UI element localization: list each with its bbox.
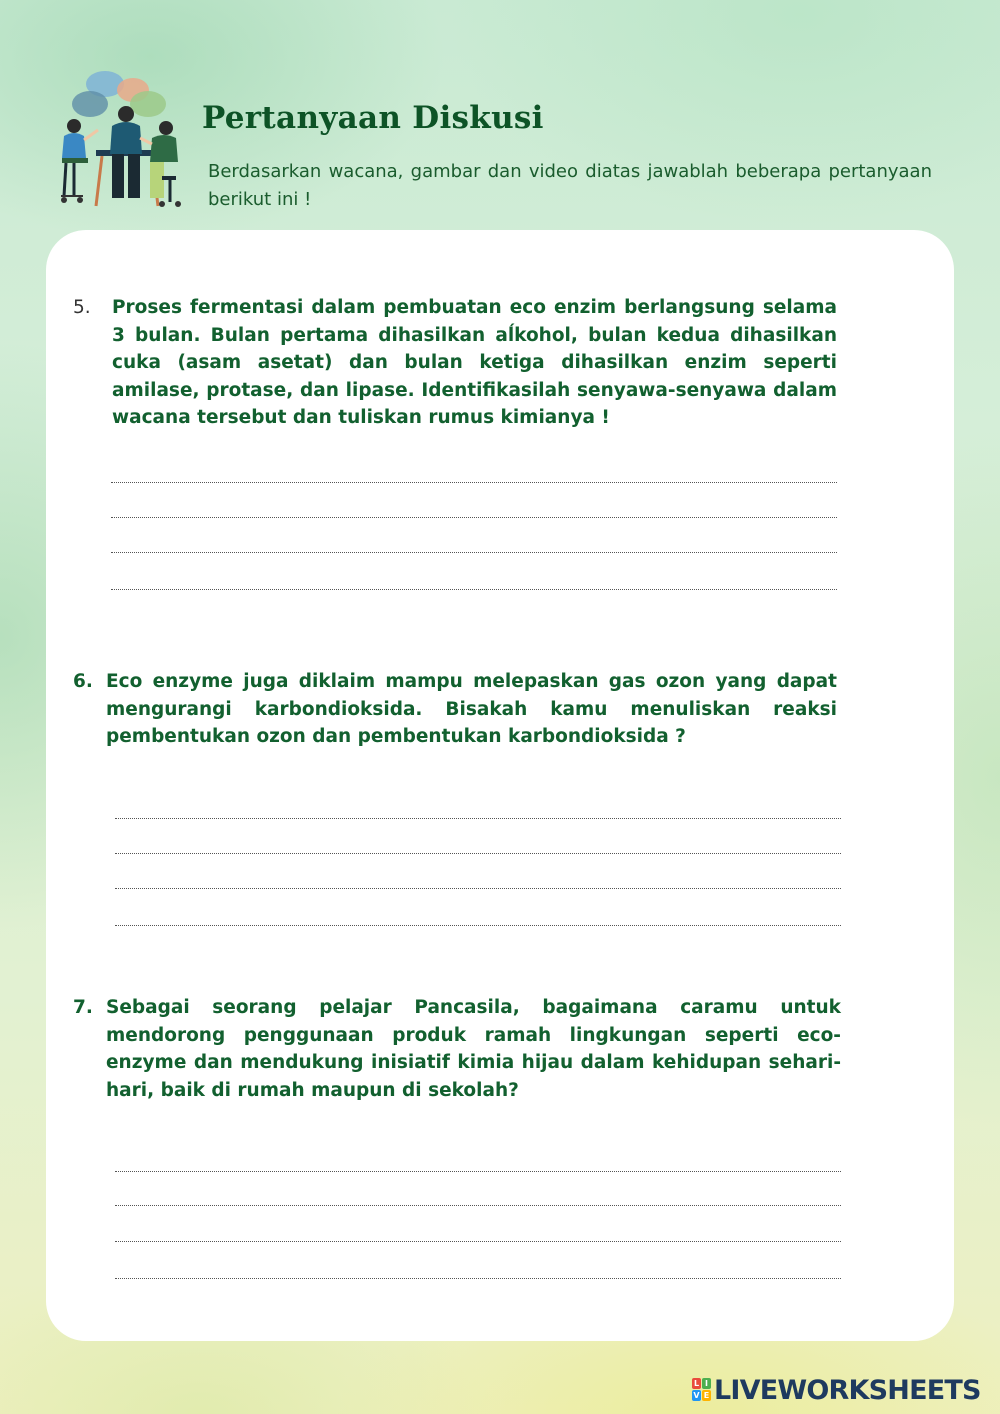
question-text: Sebagai seorang pelajar Pancasila, bagaimana caramu untuk mendorong penggunaan produk ramah lingkungan seperti eco-enzyme dan mendukung inisiatif kimia hijau dalam kehidupan sehari-hari, baik di rumah maupun di sekolah?: [106, 997, 841, 1101]
logo-text: LIVEWORKSHEETS: [714, 1374, 981, 1406]
answer-line[interactable]: [115, 1205, 841, 1206]
question-text: Proses fermentasi dalam pembuatan eco enzim berlangsung selama 3 bulan. Bulan pertama dihasilkan aĺkohol, bulan kedua dihasilkan cuka (asam asetat) dan bulan ketiga dihasilkan enzim seperti amilase, protase, dan lipase. Identifikasilah senyawa-senyawa dalam wacana tersebut dan tuliskan rumus kimianya !: [112, 297, 837, 428]
answer-area-5[interactable]: [111, 470, 837, 600]
answer-line[interactable]: [111, 552, 837, 553]
page-title: Pertanyaan Diskusi: [202, 100, 544, 136]
question-5: [73, 294, 837, 432]
answer-line[interactable]: [115, 818, 841, 819]
question-7: [73, 994, 841, 1104]
answer-area-6[interactable]: [115, 806, 841, 936]
answer-line[interactable]: [115, 1241, 841, 1242]
question-number: 5.: [73, 297, 91, 318]
intro-instruction: Berdasarkan wacana, gambar dan video diatas jawablah beberapa pertanyaan berikut ini !: [208, 161, 932, 210]
answer-line[interactable]: [115, 1171, 841, 1172]
answer-line[interactable]: [115, 925, 841, 926]
answer-line[interactable]: [115, 1278, 841, 1279]
question-number: 6.: [73, 671, 93, 692]
question-text: Eco enzyme juga diklaim mampu melepaskan gas ozon yang dapat mengurangi karbondioksida. Bisakah kamu menuliskan reaksi pembentukan ozon dan pembentukan karbondioksida ?: [106, 671, 837, 747]
answer-line[interactable]: [111, 482, 837, 483]
people-discussion-icon: [44, 66, 188, 210]
liveworksheets-logo-icon: L I V E: [693, 1379, 710, 1400]
answer-line[interactable]: [115, 888, 841, 889]
answer-line[interactable]: [111, 517, 837, 518]
answer-line[interactable]: [111, 589, 837, 590]
answer-line[interactable]: [115, 853, 841, 854]
liveworksheets-logo[interactable]: [692, 1374, 981, 1406]
answer-area-7[interactable]: [115, 1159, 841, 1289]
question-6: [73, 668, 837, 751]
question-number: 7.: [73, 997, 93, 1018]
discussion-illustration: [44, 66, 188, 210]
